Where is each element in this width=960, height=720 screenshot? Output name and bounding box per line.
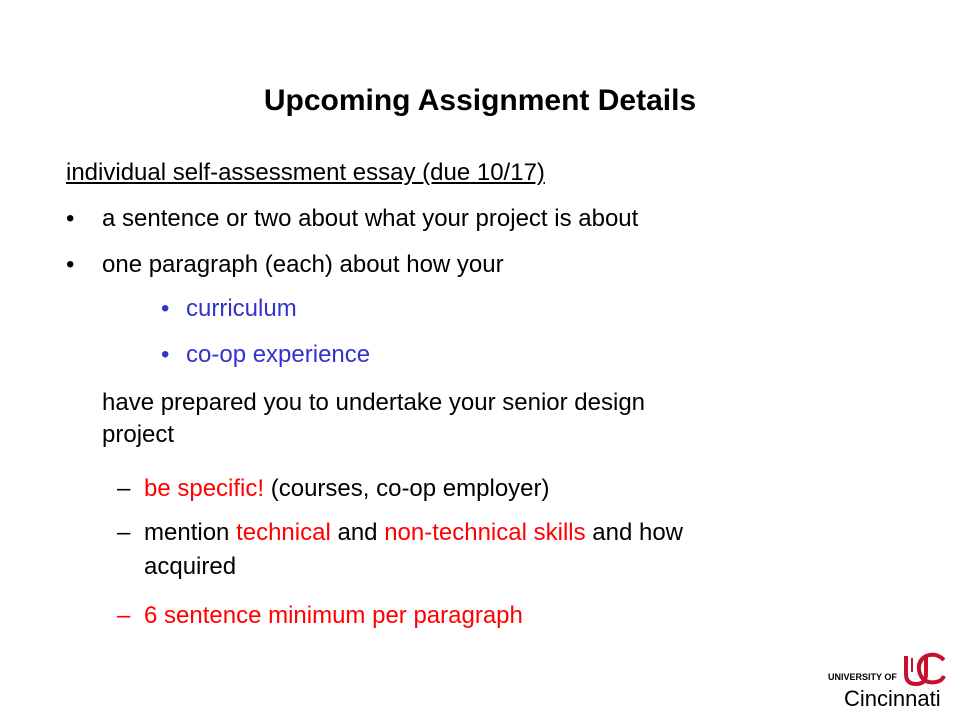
plain-text: mention xyxy=(144,519,237,546)
plain-text: and xyxy=(330,519,385,546)
emphasis-text: technical xyxy=(236,519,331,546)
uc-logo-icon xyxy=(828,650,948,710)
plain-text: (courses, co-op employer) xyxy=(264,475,550,502)
university-logo xyxy=(828,650,948,710)
bullet-item: a sentence or two about what your project is about xyxy=(102,205,639,232)
emphasis-text: be specific! xyxy=(144,475,265,502)
sub-bullet-marker: • xyxy=(161,295,170,322)
dash-marker: – xyxy=(117,519,131,546)
dash-marker: – xyxy=(117,475,131,502)
sub-bullet-item: co-op experience xyxy=(186,341,371,368)
bullet-marker: • xyxy=(66,205,75,232)
continuation-line: have prepared you to undertake your senior design xyxy=(102,389,646,416)
emphasis-text: non-technical skills xyxy=(384,519,586,546)
logo-top-text: UNIVERSITY OF xyxy=(828,672,897,682)
logo-bottom-text: Cincinnati xyxy=(844,686,941,710)
bullet-item: one paragraph (each) about how your xyxy=(102,251,504,278)
essay-heading: individual self-assessment essay (due 10/17) xyxy=(66,159,545,186)
sub-bullet-marker: • xyxy=(161,341,170,368)
plain-text: and how xyxy=(585,519,684,546)
slide-title: Upcoming Assignment Details xyxy=(263,84,697,117)
continuation-line: project xyxy=(102,421,175,448)
dash-item xyxy=(144,518,683,547)
dash-marker: – xyxy=(117,602,131,629)
sub-bullet-item: curriculum xyxy=(186,295,297,322)
dash-item-continuation: acquired xyxy=(144,553,237,580)
dash-item xyxy=(144,474,550,503)
dash-item: 6 sentence minimum per paragraph xyxy=(144,602,523,629)
bullet-marker: • xyxy=(66,251,75,278)
